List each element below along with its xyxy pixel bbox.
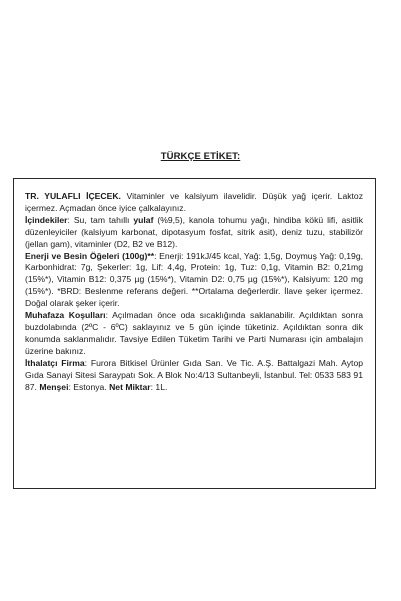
net-quantity-label: Net Miktar (109, 381, 151, 392)
nutrition-label: Enerji ve Besin Öğeleri (100g)** (25, 250, 155, 261)
importer-label: İthalatçı Firma (25, 357, 85, 368)
allergen-oat: yulaf (133, 214, 154, 225)
label-box (13, 178, 376, 489)
origin-label: Menşei (39, 381, 69, 392)
storage-label: Muhafaza Koşulları (25, 310, 106, 321)
storage-conditions: Muhafaza Koşulları: Açılmadan önce oda sıcaklığında saklanabilir. Açıldıktan sonra buzdolabında (2ºC - 6ºC) saklayınız ve 5 gün içinde tüketiniz. Açıldıktan sonra dik konumda saklanmalıdır. Tavsiye Edilen Tüketim Tarihi ve Parti Numarası için ambalajın üzerine bakınız. (25, 310, 363, 356)
label-title: TÜRKÇE ETİKET: (160, 151, 241, 162)
product-name: TR. YULAFLI İÇECEK. (25, 191, 121, 201)
product-description: TR. YULAFLI İÇECEK. Vitaminler ve kalsiyum ilavelidir. Düşük yağ içerir. Laktoz içermez. Açmadan önce iyice çalkalayınız. (25, 191, 363, 213)
ingredients: İçindekiler: Su, tam tahıllı yulaf (%9,5), kanola tohumu yağı, hindiba kökü lifi, asitlik düzenleyiciler (kalsiyum karbonat, dipotasyum fosfat, sitrik asit), deniz tuzu, stabilizör (jellan gam), vitaminler (D2, B2 ve B12). (25, 214, 364, 249)
importer-info: İthalatçı Firma: Furora Bitkisel Ürünler Gıda San. Ve Tic. A.Ş. Battalgazi Mah. Aytop Gıda Sanayi Sitesi Saraypatı Sok. A Blok No:4/13 Sultanbeyli, İstanbul. Tel: 0533 583 91 87. Menşei: Estonya. Net Miktar: 1L. (25, 357, 363, 392)
ingredients-label: İçindekiler (25, 214, 68, 225)
nutrition-facts: Enerji ve Besin Öğeleri (100g)**: Enerji: 191kJ/45 kcal, Yağ: 1,5g, Doymuş Yağ: 0,19g, Karbonhidrat: 7g, Şekerler: 1g, Lif: 4,4g, Protein: 1g, Tuz: 0,1g, Vitamin B2: 0,21mg (15%*), Vitamin B12: 0,375 µg (15%*), Vitamin D2: 0,75 µg (15%*), Kalsiyum: 120 mg (15%*). *BRD: Beslenme referans değeri. **Ortalama değerlerdir. İlave şeker içermez. Doğal olarak şeker içerir. (25, 250, 363, 309)
